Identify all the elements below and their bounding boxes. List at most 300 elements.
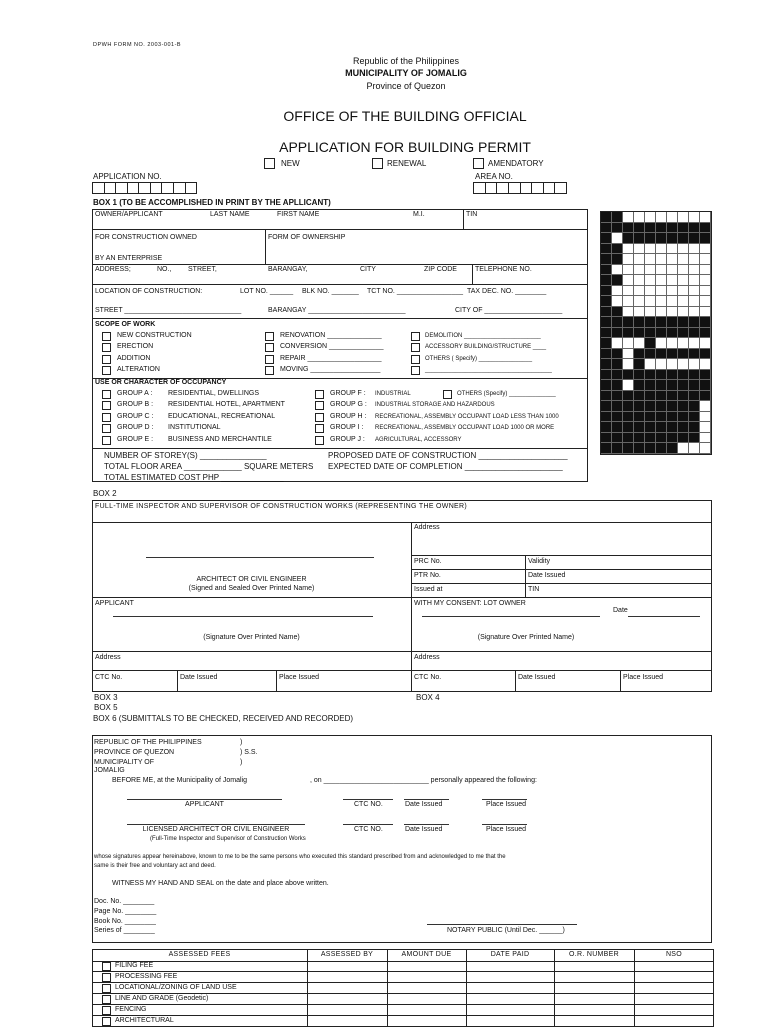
owner-date-label: Date bbox=[613, 607, 628, 614]
grid-cell-11-0 bbox=[601, 328, 612, 339]
group-right-code-0: GROUP F : bbox=[330, 390, 366, 397]
grid-cell-18-2 bbox=[623, 401, 634, 412]
ptr-date-label: Date Issued bbox=[528, 572, 566, 579]
by-enterprise-label: BY AN ENTERPRISE bbox=[95, 255, 163, 262]
grid-cell-10-8 bbox=[689, 317, 700, 328]
fees-row bbox=[92, 1016, 714, 1027]
grid-cell-11-1 bbox=[612, 328, 623, 339]
grid-cell-2-8 bbox=[689, 233, 700, 244]
grid-cell-16-2 bbox=[623, 380, 634, 391]
grid-cell-20-3 bbox=[634, 422, 645, 433]
for-construction-label: FOR CONSTRUCTION OWNED bbox=[95, 234, 197, 241]
validity-label: Validity bbox=[528, 558, 551, 565]
grid-cell-19-7 bbox=[678, 412, 689, 423]
barangay2-label: BARANGAY _________________________ bbox=[268, 307, 406, 314]
fees-header-5: NSO bbox=[665, 951, 683, 958]
scope-checkbox-0-3[interactable] bbox=[102, 366, 111, 375]
fee-checkbox-4[interactable] bbox=[102, 1006, 111, 1015]
scope-checkbox-1-0[interactable] bbox=[265, 332, 274, 341]
others-checkbox[interactable] bbox=[443, 390, 452, 399]
notary-place-2: Place Issued bbox=[486, 826, 527, 833]
notary-date-2: Date Issued bbox=[405, 826, 443, 833]
grid-cell-7-5 bbox=[656, 286, 667, 297]
location-label: LOCATION OF CONSTRUCTION: bbox=[95, 288, 203, 295]
scope-label-1-1: CONVERSION ______________ bbox=[280, 343, 384, 351]
grid-cell-1-4 bbox=[645, 223, 656, 234]
inspector-address-label: Address bbox=[414, 524, 440, 531]
grid-cell-14-4 bbox=[645, 359, 656, 370]
group-left-checkbox-3[interactable] bbox=[102, 424, 111, 433]
grid-cell-7-8 bbox=[689, 286, 700, 297]
grid-cell-10-6 bbox=[667, 317, 678, 328]
grid-cell-18-3 bbox=[634, 401, 645, 412]
grid-cell-12-1 bbox=[612, 338, 623, 349]
first-name-label: FIRST NAME bbox=[277, 211, 320, 218]
fee-label-3: LINE AND GRADE (Geodetic) bbox=[115, 995, 209, 1002]
grid-cell-4-7 bbox=[678, 254, 689, 265]
grid-cell-1-8 bbox=[689, 223, 700, 234]
grid-cell-16-8 bbox=[689, 380, 700, 391]
scope-checkbox-1-3[interactable] bbox=[265, 366, 274, 375]
signed-sealed-label: (Signed and Sealed Over Printed Name) bbox=[188, 585, 315, 592]
applicant-ctc-label: CTC No. bbox=[95, 674, 123, 681]
address-label: ADDRESS; bbox=[95, 266, 131, 273]
group-right-code-2: GROUP H : bbox=[330, 412, 367, 420]
grid-cell-9-3 bbox=[634, 307, 645, 318]
tax-dec-label: TAX DEC. NO. ________ bbox=[467, 288, 547, 295]
group-left-checkbox-0[interactable] bbox=[102, 390, 111, 399]
notary-jomalig: JOMALIG bbox=[94, 767, 125, 774]
box1-title: BOX 1 (TO BE ACCOMPLISHED IN PRINT BY THE APLLICANT) bbox=[93, 198, 331, 207]
grid-cell-18-7 bbox=[678, 401, 689, 412]
grid-cell-16-9 bbox=[700, 380, 711, 391]
grid-cell-14-1 bbox=[612, 359, 623, 370]
group-right-code-3: GROUP I : bbox=[330, 424, 364, 432]
grid-cell-8-7 bbox=[678, 296, 689, 307]
grid-cell-20-4 bbox=[645, 422, 656, 433]
grid-cell-21-2 bbox=[623, 433, 634, 444]
group-left-checkbox-2[interactable] bbox=[102, 413, 111, 422]
grid-cell-12-5 bbox=[656, 338, 667, 349]
group-left-code-3: GROUP D : bbox=[117, 424, 154, 432]
grid-cell-16-1 bbox=[612, 380, 623, 391]
applicant-address-label: Address bbox=[95, 654, 121, 661]
application-no-input[interactable] bbox=[92, 182, 197, 194]
scope-checkbox-1-2[interactable] bbox=[265, 355, 274, 364]
grid-cell-9-2 bbox=[623, 307, 634, 318]
no-label: NO., bbox=[157, 266, 172, 273]
grid-cell-22-2 bbox=[623, 443, 634, 454]
owner-sig-label: (Signature Over Printed Name) bbox=[477, 634, 575, 641]
grid-cell-20-6 bbox=[667, 422, 678, 433]
scope-label-0-1: ERECTION bbox=[117, 343, 154, 351]
group-right-checkbox-2[interactable] bbox=[315, 413, 324, 422]
applicant-place-label: Place Issued bbox=[279, 674, 320, 681]
grid-cell-7-1 bbox=[612, 286, 623, 297]
grid-cell-10-4 bbox=[645, 317, 656, 328]
grid-cell-9-7 bbox=[678, 307, 689, 318]
expected-date-label: EXPECTED DATE OF COMPLETION ______________________ bbox=[328, 462, 563, 471]
scope-label-2-3: ______________________________________ bbox=[425, 366, 552, 373]
grid-cell-20-2 bbox=[623, 422, 634, 433]
scope-checkbox-0-0[interactable] bbox=[102, 332, 111, 341]
grid-cell-19-1 bbox=[612, 412, 623, 423]
grid-cell-6-4 bbox=[645, 275, 656, 286]
notary-series-of: Series of ________ bbox=[94, 927, 155, 934]
grid-cell-22-4 bbox=[645, 443, 656, 454]
grid-cell-12-2 bbox=[623, 338, 634, 349]
notary-province: PROVINCE OF QUEZON bbox=[94, 749, 175, 756]
grid-cell-22-8 bbox=[689, 443, 700, 454]
grid-cell-21-7 bbox=[678, 433, 689, 444]
grid-cell-16-7 bbox=[678, 380, 689, 391]
grid-cell-15-3 bbox=[634, 370, 645, 381]
grid-cell-4-1 bbox=[612, 254, 623, 265]
scope-label-2-0: DEMOLITION _______________________ bbox=[425, 333, 541, 339]
grid-cell-14-9 bbox=[700, 359, 711, 370]
grid-cell-1-1 bbox=[612, 223, 623, 234]
owner-place-label: Place Issued bbox=[623, 674, 664, 681]
grid-cell-6-1 bbox=[612, 275, 623, 286]
box2-title: BOX 2 bbox=[93, 489, 117, 498]
notary-inspector-sub: (Full-Time Inspector and Supervisor of Construction Works bbox=[150, 836, 306, 842]
grid-cell-5-2 bbox=[623, 265, 634, 276]
street2-label: STREET ______________________________ bbox=[95, 307, 242, 314]
area-no-label: AREA NO. bbox=[475, 172, 513, 181]
grid-cell-14-0 bbox=[601, 359, 612, 370]
owner-date-issued-label: Date Issued bbox=[518, 674, 556, 681]
scope-checkbox-0-1[interactable] bbox=[102, 343, 111, 352]
notary-doc-no: Doc. No. ________ bbox=[94, 898, 155, 905]
group-left-code-2: GROUP C : bbox=[117, 412, 154, 420]
others-specify-label: OTHERS (Specify) ______________ bbox=[457, 391, 556, 397]
grid-cell-6-9 bbox=[700, 275, 711, 286]
fees-header-3: DATE PAID bbox=[490, 951, 530, 958]
notary-paren-1: ) bbox=[240, 739, 243, 746]
architect-label: ARCHITECT OR CIVIL ENGINEER bbox=[196, 576, 307, 583]
grid-cell-15-4 bbox=[645, 370, 656, 381]
grid-cell-10-0 bbox=[601, 317, 612, 328]
grid-cell-22-7 bbox=[678, 443, 689, 454]
box5-label: BOX 5 bbox=[94, 703, 118, 712]
grid-cell-8-9 bbox=[700, 296, 711, 307]
grid-cell-15-2 bbox=[623, 370, 634, 381]
grid-cell-17-8 bbox=[689, 391, 700, 402]
applicant-date-label: Date Issued bbox=[180, 674, 218, 681]
grid-cell-16-4 bbox=[645, 380, 656, 391]
box6-label: BOX 6 (SUBMITTALS TO BE CHECKED, RECEIVED AND RECORDED) bbox=[93, 714, 354, 723]
grid-cell-8-4 bbox=[645, 296, 656, 307]
scope-checkbox-2-0[interactable] bbox=[411, 332, 420, 341]
grid-cell-11-9 bbox=[700, 328, 711, 339]
grid-cell-7-4 bbox=[645, 286, 656, 297]
grid-cell-15-7 bbox=[678, 370, 689, 381]
grid-cell-3-3 bbox=[634, 244, 645, 255]
grid-cell-22-0 bbox=[601, 443, 612, 454]
grid-cell-19-6 bbox=[667, 412, 678, 423]
grid-cell-12-4 bbox=[645, 338, 656, 349]
grid-cell-15-1 bbox=[612, 370, 623, 381]
grid-cell-0-6 bbox=[667, 212, 678, 223]
grid-cell-6-0 bbox=[601, 275, 612, 286]
last-name-label: LAST NAME bbox=[210, 211, 250, 218]
fees-header-1: ASSESSED BY bbox=[320, 951, 374, 958]
grid-cell-19-4 bbox=[645, 412, 656, 423]
grid-cell-14-3 bbox=[634, 359, 645, 370]
box3-label: BOX 3 bbox=[94, 693, 118, 702]
grid-cell-12-3 bbox=[634, 338, 645, 349]
grid-cell-19-5 bbox=[656, 412, 667, 423]
grid-cell-7-0 bbox=[601, 286, 612, 297]
grid-cell-19-9 bbox=[700, 412, 711, 423]
grid-cell-5-1 bbox=[612, 265, 623, 276]
notary-place-1: Place Issued bbox=[486, 801, 527, 808]
grid-cell-3-9 bbox=[700, 244, 711, 255]
grid-cell-5-3 bbox=[634, 265, 645, 276]
grid-cell-4-3 bbox=[634, 254, 645, 265]
grid-cell-13-3 bbox=[634, 349, 645, 360]
scope-checkbox-2-3[interactable] bbox=[411, 366, 420, 375]
grid-cell-18-4 bbox=[645, 401, 656, 412]
group-left-desc-0: RESIDENTIAL, DWELLINGS bbox=[168, 390, 260, 397]
scope-checkbox-2-2[interactable] bbox=[411, 355, 420, 364]
inspector-tin-label: TIN bbox=[528, 586, 540, 593]
amendatory-checkbox[interactable] bbox=[473, 158, 484, 169]
grid-cell-13-2 bbox=[623, 349, 634, 360]
group-right-desc-4: AGRICULTURAL, ACCESSORY bbox=[375, 436, 462, 443]
fees-header-0: ASSESSED FEES bbox=[168, 951, 231, 958]
group-left-desc-1: RESIDENTIAL HOTEL, APARTMENT bbox=[168, 401, 285, 409]
group-right-checkbox-0[interactable] bbox=[315, 390, 324, 399]
header-republic: Republic of the Philippines bbox=[352, 56, 460, 66]
grid-cell-21-6 bbox=[667, 433, 678, 444]
group-right-desc-0: INDUSTRIAL bbox=[375, 391, 411, 397]
amendatory-label: AMENDATORY bbox=[488, 159, 544, 168]
group-right-code-4: GROUP J : bbox=[330, 435, 365, 443]
occupancy-title: USE OR CHARACTER OF OCCUPANCY bbox=[95, 379, 227, 386]
grid-cell-15-5 bbox=[656, 370, 667, 381]
area-no-input[interactable] bbox=[473, 182, 567, 194]
grid-cell-14-5 bbox=[656, 359, 667, 370]
grid-cell-17-7 bbox=[678, 391, 689, 402]
form-number: DPWH FORM NO. 2003-001-B bbox=[93, 42, 182, 48]
fee-checkbox-5[interactable] bbox=[102, 1017, 111, 1026]
group-left-checkbox-4[interactable] bbox=[102, 436, 111, 445]
mi-label: M.I. bbox=[413, 211, 425, 218]
group-left-checkbox-1[interactable] bbox=[102, 401, 111, 410]
grid-cell-12-0 bbox=[601, 338, 612, 349]
grid-cell-11-2 bbox=[623, 328, 634, 339]
grid-cell-17-3 bbox=[634, 391, 645, 402]
area-code-grid bbox=[600, 211, 712, 455]
office-title: OFFICE OF THE BUILDING OFFICIAL bbox=[283, 108, 527, 124]
grid-cell-10-9 bbox=[700, 317, 711, 328]
street-label: STREET, bbox=[188, 266, 217, 273]
group-left-desc-3: INSTITUTIONAL bbox=[168, 424, 221, 432]
applicant-sig-label: (Signature Over Printed Name) bbox=[203, 634, 300, 641]
grid-cell-16-5 bbox=[656, 380, 667, 391]
grid-cell-13-8 bbox=[689, 349, 700, 360]
grid-cell-9-5 bbox=[656, 307, 667, 318]
grid-cell-3-1 bbox=[612, 244, 623, 255]
grid-cell-13-9 bbox=[700, 349, 711, 360]
grid-cell-3-7 bbox=[678, 244, 689, 255]
fee-checkbox-1[interactable] bbox=[102, 973, 111, 982]
owner-address-label: Address bbox=[414, 654, 440, 661]
grid-cell-12-7 bbox=[678, 338, 689, 349]
scope-label-0-2: ADDITION bbox=[117, 354, 151, 362]
grid-cell-17-6 bbox=[667, 391, 678, 402]
grid-cell-12-6 bbox=[667, 338, 678, 349]
fee-checkbox-0[interactable] bbox=[102, 962, 111, 971]
fee-label-0: FILING FEE bbox=[115, 962, 154, 969]
grid-cell-14-7 bbox=[678, 359, 689, 370]
form-ownership-label: FORM OF OWNERSHIP bbox=[268, 234, 346, 241]
grid-cell-2-2 bbox=[623, 233, 634, 244]
grid-cell-5-0 bbox=[601, 265, 612, 276]
grid-cell-18-8 bbox=[689, 401, 700, 412]
grid-cell-7-6 bbox=[667, 286, 678, 297]
grid-cell-15-8 bbox=[689, 370, 700, 381]
grid-cell-20-0 bbox=[601, 422, 612, 433]
zip-label: ZIP CODE bbox=[424, 266, 457, 273]
grid-cell-1-6 bbox=[667, 223, 678, 234]
grid-cell-20-8 bbox=[689, 422, 700, 433]
scope-checkbox-2-1[interactable] bbox=[411, 343, 420, 352]
fee-checkbox-2[interactable] bbox=[102, 984, 111, 993]
notary-paren-2: ) bbox=[240, 759, 243, 766]
scope-label-1-0: RENOVATION ______________ bbox=[280, 332, 382, 339]
fees-row bbox=[92, 961, 714, 972]
grid-cell-12-9 bbox=[700, 338, 711, 349]
box2 bbox=[92, 500, 712, 692]
grid-cell-4-5 bbox=[656, 254, 667, 265]
barangay-label: BARANGAY, bbox=[268, 266, 308, 273]
grid-cell-4-8 bbox=[689, 254, 700, 265]
fees-header-2: AMOUNT DUE bbox=[401, 951, 452, 958]
grid-cell-21-3 bbox=[634, 433, 645, 444]
grid-cell-20-9 bbox=[700, 422, 711, 433]
new-checkbox[interactable] bbox=[264, 158, 275, 169]
grid-cell-9-4 bbox=[645, 307, 656, 318]
grid-cell-13-5 bbox=[656, 349, 667, 360]
grid-cell-16-3 bbox=[634, 380, 645, 391]
owner-ctc-label: CTC No. bbox=[414, 674, 442, 681]
group-left-code-1: GROUP B : bbox=[117, 401, 154, 409]
grid-cell-1-2 bbox=[623, 223, 634, 234]
grid-cell-0-3 bbox=[634, 212, 645, 223]
grid-cell-17-2 bbox=[623, 391, 634, 402]
group-left-code-4: GROUP E : bbox=[117, 435, 154, 443]
grid-cell-11-5 bbox=[656, 328, 667, 339]
grid-cell-2-1 bbox=[612, 233, 623, 244]
grid-cell-21-0 bbox=[601, 433, 612, 444]
group-right-checkbox-3[interactable] bbox=[315, 424, 324, 433]
grid-cell-7-2 bbox=[623, 286, 634, 297]
grid-cell-5-6 bbox=[667, 265, 678, 276]
fee-checkbox-3[interactable] bbox=[102, 995, 111, 1004]
notary-before-me: BEFORE ME, at the Municipality of Jomalig bbox=[112, 777, 247, 784]
grid-cell-1-7 bbox=[678, 223, 689, 234]
grid-cell-5-7 bbox=[678, 265, 689, 276]
group-right-desc-3: RECREATIONAL, ASSEMBLY OCCUPANT LOAD 1000 OR MORE bbox=[375, 425, 555, 432]
group-right-checkbox-4[interactable] bbox=[315, 436, 324, 445]
owner-label: OWNER/APPLICANT bbox=[95, 211, 163, 218]
grid-cell-18-9 bbox=[700, 401, 711, 412]
fee-label-5: ARCHITECTURAL bbox=[115, 1017, 174, 1024]
scope-checkbox-1-1[interactable] bbox=[265, 343, 274, 352]
grid-cell-0-9 bbox=[700, 212, 711, 223]
floor-area-label: TOTAL FLOOR AREA _____________ SQUARE METERS bbox=[104, 462, 314, 471]
grid-cell-18-5 bbox=[656, 401, 667, 412]
grid-cell-13-4 bbox=[645, 349, 656, 360]
grid-cell-5-4 bbox=[645, 265, 656, 276]
grid-cell-17-5 bbox=[656, 391, 667, 402]
grid-cell-6-8 bbox=[689, 275, 700, 286]
grid-cell-5-8 bbox=[689, 265, 700, 276]
grid-cell-7-9 bbox=[700, 286, 711, 297]
grid-cell-3-4 bbox=[645, 244, 656, 255]
fee-label-2: LOCATIONAL/ZONING OF LAND USE bbox=[115, 984, 237, 991]
grid-cell-5-9 bbox=[700, 265, 711, 276]
grid-cell-10-7 bbox=[678, 317, 689, 328]
notary-public: NOTARY PUBLIC (Until Dec. ______) bbox=[447, 927, 565, 934]
grid-cell-9-1 bbox=[612, 307, 623, 318]
grid-cell-1-3 bbox=[634, 223, 645, 234]
scope-label-1-2: REPAIR ___________________ bbox=[280, 354, 382, 362]
scope-label-2-1: ACCESSORY BUILDING/STRUCTURE ____ bbox=[425, 344, 547, 351]
grid-cell-22-9 bbox=[700, 443, 711, 454]
grid-cell-3-6 bbox=[667, 244, 678, 255]
blk-no-label: BLK NO. _______ bbox=[302, 288, 359, 295]
grid-cell-20-7 bbox=[678, 422, 689, 433]
grid-cell-2-0 bbox=[601, 233, 612, 244]
grid-cell-11-3 bbox=[634, 328, 645, 339]
grid-cell-8-2 bbox=[623, 296, 634, 307]
ptr-label: PTR No. bbox=[414, 572, 441, 579]
grid-cell-17-1 bbox=[612, 391, 623, 402]
proposed-date-label: PROPOSED DATE OF CONSTRUCTION ____________________ bbox=[328, 451, 568, 460]
scope-label-0-3: ALTERATION bbox=[117, 365, 160, 373]
grid-cell-11-6 bbox=[667, 328, 678, 339]
new-label: NEW bbox=[281, 159, 300, 168]
scope-checkbox-0-2[interactable] bbox=[102, 355, 111, 364]
header-municipality: MUNICIPALITY OF JOMALIG bbox=[345, 68, 467, 78]
grid-cell-14-2 bbox=[623, 359, 634, 370]
grid-cell-4-4 bbox=[645, 254, 656, 265]
grid-cell-12-8 bbox=[689, 338, 700, 349]
group-left-code-0: GROUP A : bbox=[117, 390, 153, 397]
grid-cell-10-5 bbox=[656, 317, 667, 328]
grid-cell-10-3 bbox=[634, 317, 645, 328]
scope-label-2-2: OTHERS ( Specify) ________________ bbox=[425, 355, 533, 362]
scope-label-1-3: MOVING __________________ bbox=[280, 365, 381, 373]
grid-cell-18-1 bbox=[612, 401, 623, 412]
grid-cell-13-7 bbox=[678, 349, 689, 360]
grid-cell-6-5 bbox=[656, 275, 667, 286]
grid-cell-11-8 bbox=[689, 328, 700, 339]
grid-cell-13-1 bbox=[612, 349, 623, 360]
group-right-checkbox-1[interactable] bbox=[315, 401, 324, 410]
grid-cell-6-6 bbox=[667, 275, 678, 286]
grid-cell-4-9 bbox=[700, 254, 711, 265]
group-left-desc-2: EDUCATIONAL, RECREATIONAL bbox=[168, 412, 276, 420]
grid-cell-2-5 bbox=[656, 233, 667, 244]
renewal-checkbox[interactable] bbox=[372, 158, 383, 169]
grid-cell-2-4 bbox=[645, 233, 656, 244]
grid-cell-22-5 bbox=[656, 443, 667, 454]
notary-on: , on ___________________________ personally appeared the following: bbox=[310, 777, 537, 784]
